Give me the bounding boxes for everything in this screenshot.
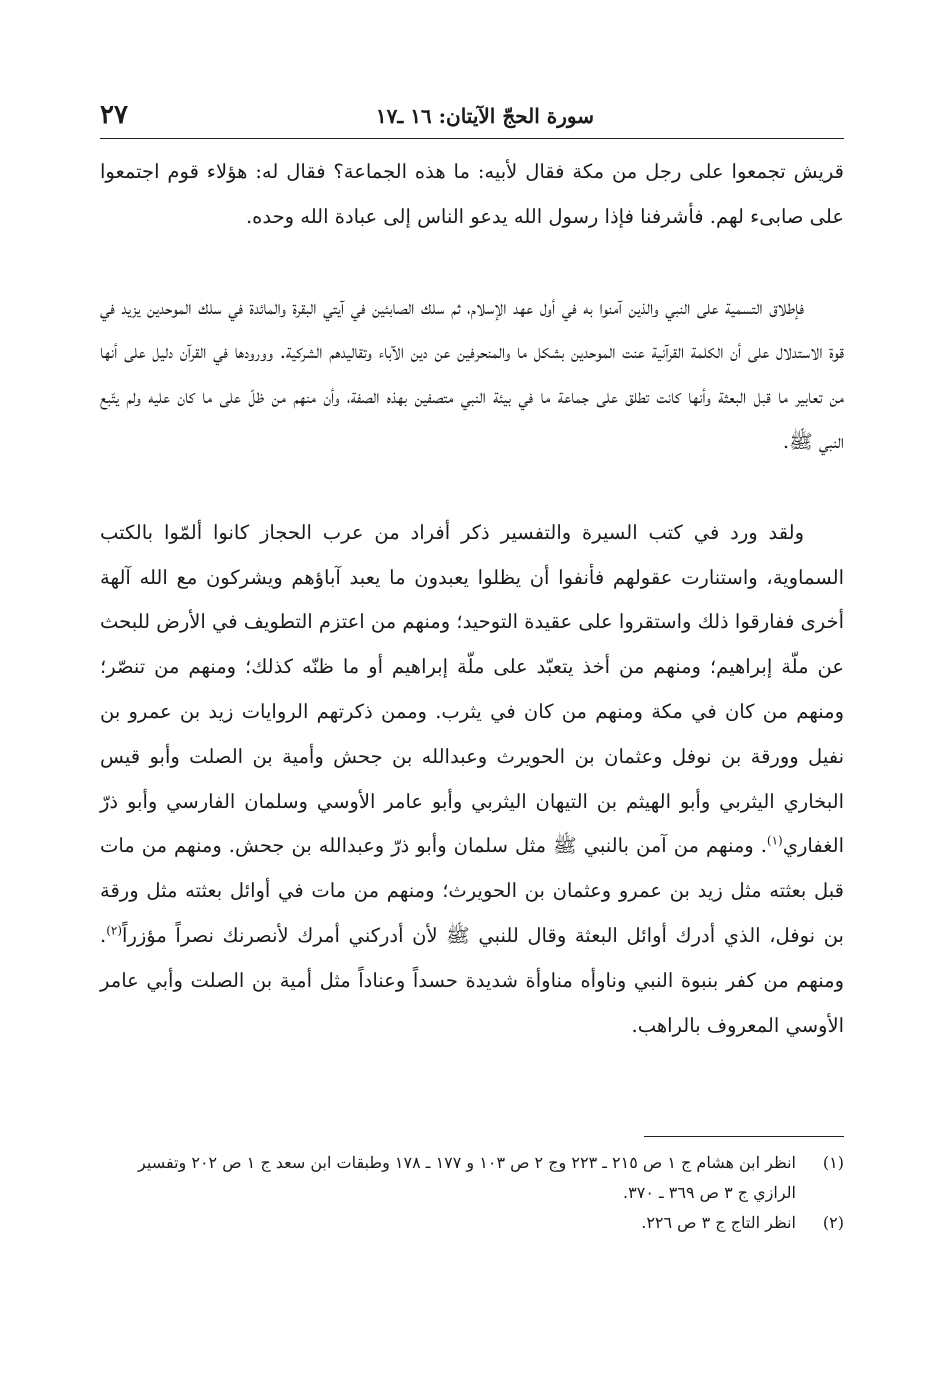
footnote-number: (١) — [822, 1153, 844, 1172]
paragraph-gap — [100, 465, 844, 511]
footnote-text: انظر ابن هشام ج ١ ص ٢١٥ ـ ٢٢٣ وج ٢ ص ١٠٣ و ١٧٧ ـ ١٧٨ وطبقات ابن سعد ج ١ ص ٢٠٢ وتفسير الرازي ج ٣ ص ٣٦٩ ـ ٣٧٠. — [138, 1153, 796, 1202]
paragraph-2: فإطلاق التسمية على النبي والذين آمنوا به في أول عهد الإسلام، ثم سلك الصابئين في آيتي البقرة والمائدة في سلك الموحدين يزيد في قوة الاستدلال على أن الكلمة القرآنية عنت الموحدين بشكل ما والمنحرفين عن دين الآباء وتقاليدهم الشركية. وورودها في القرآن دليل على أنها من تعابير ما قبل البعثة وأنها كانت تطلق على جماعة ما في بيئة النبي متصفين بهذه الصفة، وأن منهم من ظلّ على ما كان عليه ولم يتّبع النبي ﷺ. — [100, 295, 844, 453]
footnote-1 — [100, 1148, 844, 1208]
paragraph-3-part-3: . ومنهم من كفر بنبوة النبي وناوأه مناوأة شديدة حسداً وعناداً مثل أمية بن الصلت وأبي عامر الأوسي المعروف بالراهب. — [100, 923, 844, 1037]
running-title: سورة الحجّ الآيتان: ١٦ ـ١٧ — [375, 104, 594, 128]
footnote-ref-2[interactable]: (٢) — [106, 923, 123, 938]
page-number: ٢٧ — [100, 100, 128, 130]
page-header — [100, 98, 844, 139]
footnote-ref-1[interactable]: (١) — [766, 833, 783, 848]
paragraph-3-part-1: ولقد ورد في كتب السيرة والتفسير ذكر أفراد من عرب الحجاز كانوا ألمّوا بالكتب السماوية، واستنارت عقولهم فأنفوا أن يظلوا يعبدون ما يعبد آباؤهم ويشركون مع الله آلهة أخرى ففارقوا ذلك واستقروا على عقيدة التوحيد؛ ومنهم من اعتزم التطويف في الأرض للبحث عن ملّة إبراهيم؛ ومنهم من أخذ يتعبّد على ملّة إبراهيم أو ما ظنّه كذلك؛ ومنهم من تنصّر؛ ومنهم من كان في مكة ومنهم من كان في يثرب. وممن ذكرتهم الروايات زيد بن عمرو بن نفيل وورقة بن نوفل وعثمان بن الحويرث وعبدالله بن جحش وأمية بن الصلت وأبو قيس البخاري اليثربي وأبو الهيثم بن التيهان اليثربي وأبو عامر الأوسي وسلمان الفارسي وأبو ذرّ الغفاري — [100, 520, 844, 858]
main-text — [100, 150, 844, 1048]
paragraph-gap — [100, 240, 844, 286]
footnote-text: انظر التاج ج ٣ ص ٢٢٦. — [641, 1213, 796, 1232]
paragraph-3 — [100, 511, 844, 1049]
footnote-divider — [644, 1136, 844, 1137]
paragraph-1: قريش تجمعوا على رجل من مكة فقال لأبيه: ما هذه الجماعة؟ فقال له: هؤلاء قوم اجتمعوا على صابىء لهم. فأشرفنا فإذا رسول الله يدعو الناس إلى عبادة الله وحده. — [100, 160, 844, 228]
paragraph-3-part-2: . ومنهم من آمن بالنبي ﷺ مثل سلمان وأبو ذرّ وعبدالله بن جحش. ومنهم من مات قبل بعثته مثل زيد بن عمرو وعثمان بن الحويرث؛ ومنهم من مات في أوائل بعثته مثل ورقة بن نوفل، الذي أدرك أوائل البعثة وقال للنبي ﷺ لأن أدركني أمرك لأنصرنك نصراً مؤزراً — [100, 834, 844, 947]
footnote-number: (٢) — [822, 1213, 844, 1232]
footnotes — [100, 1148, 844, 1238]
footnote-2 — [100, 1208, 844, 1238]
